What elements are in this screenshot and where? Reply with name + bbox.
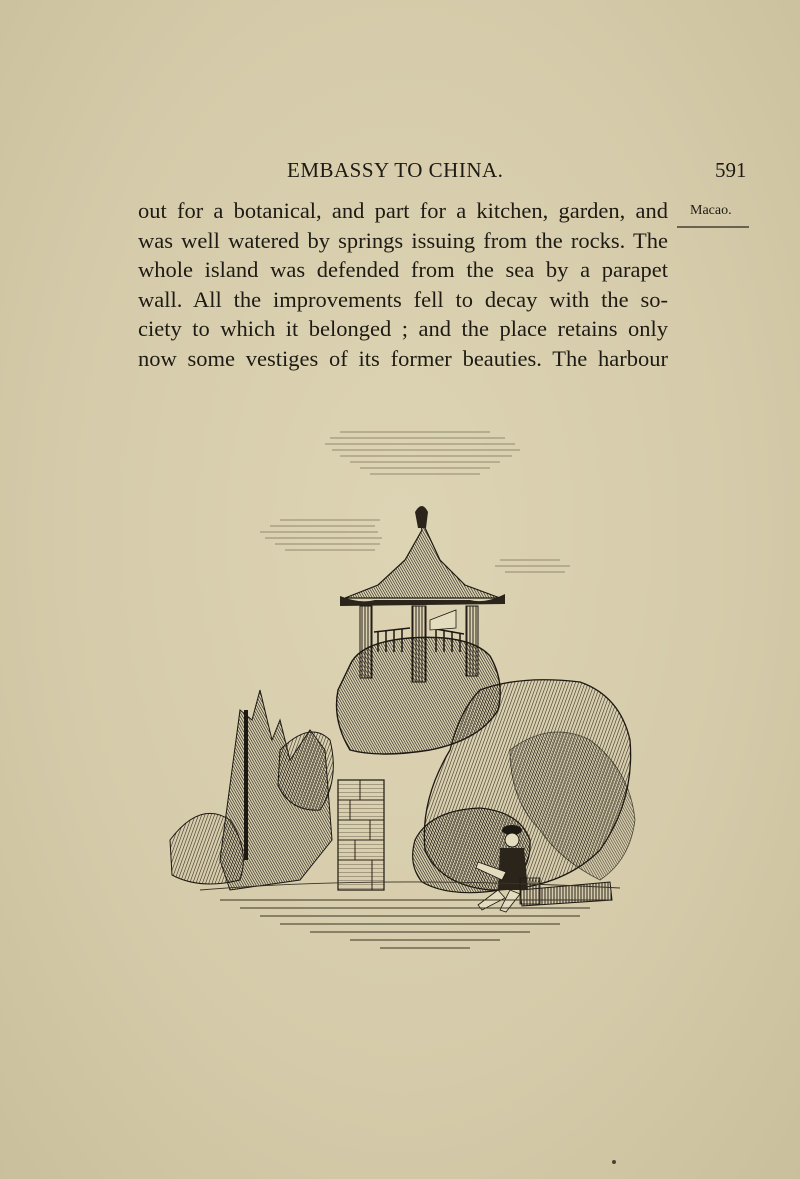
marginal-note: Macao. — [690, 203, 732, 218]
body-text — [138, 196, 668, 373]
left-trees — [170, 690, 333, 890]
print-speck — [612, 1160, 616, 1164]
marginal-rule — [677, 226, 749, 228]
engraving-illustration — [160, 420, 640, 970]
stone-wall — [338, 780, 384, 890]
running-title: EMBASSY TO CHINA. — [287, 158, 504, 182]
text-line-3: whole island was defended from the sea by a parapet — [138, 257, 668, 282]
text-line-1: out for a botanical, and part for a kitchen, garden, and — [138, 198, 668, 223]
text-line-2: was well watered by springs issuing from the rocks. The — [138, 227, 668, 253]
text-line-5: ciety to which it belonged ; and the place retains only — [138, 316, 668, 341]
text-line-4: wall. All the improvements fell to decay with the so- — [138, 286, 668, 312]
page-number: 591 — [715, 158, 747, 182]
text-line-6: now some vestiges of its former beauties. The harbour — [138, 345, 668, 371]
running-head — [0, 158, 800, 188]
